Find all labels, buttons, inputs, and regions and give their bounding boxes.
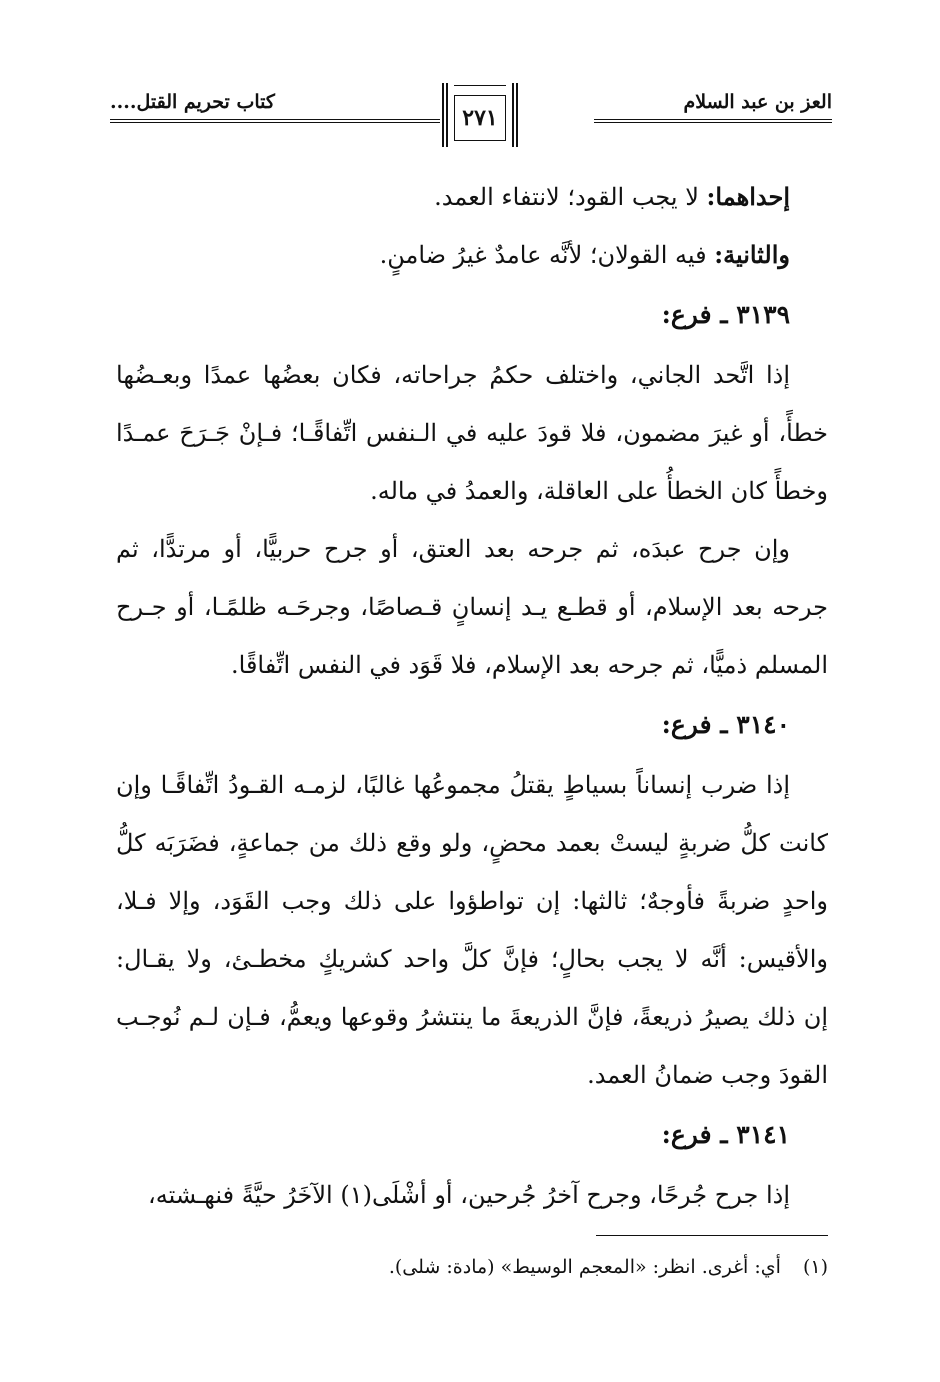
text-line: القودَ وجب ضمانُ العمد. <box>587 1061 828 1089</box>
text-line: وخطأً كان الخطأُ على العاقلة، والعمدُ في ماله. <box>370 477 828 505</box>
paragraph-lead: إحداهما: <box>706 182 790 211</box>
header-rule-left <box>110 119 440 123</box>
page-number: ٢٧١ <box>454 95 506 141</box>
page-number-box <box>442 83 518 147</box>
text-line: جرحه بعد الإسلام، أو قطـع يـد إنسانٍ قـصاصًا، وجرحَـه ظلمًـا، أو جـرح <box>116 593 828 621</box>
footnote-text: أي: أغرى. انظر: «المعجم الوسيط» (مادة: شلى). <box>388 1256 781 1278</box>
paragraph-lead: والثانية: <box>714 240 790 269</box>
section-heading-3139: ٣١٣٩ ـ فرع: <box>661 300 790 329</box>
text-line: إن ذلك يصيرُ ذريعةً، فإنَّ الذريعةَ ما ينتشرُ وقوعها ويعمُّ، فـإن لـم نُوجـب <box>116 1003 828 1031</box>
text-line: واحدٍ ضربةً فأوجهٌ؛ ثالثها: إن تواطؤوا على ذلك وجب القَوَد، وإلا فـلا، <box>116 887 828 915</box>
text-line: إذا جرح جُرحًا، وجرح آخرُ جُرحين، أو أشْلَى(١) الآخَرُ حيَّةً فنهـشته، <box>148 1181 790 1209</box>
text-line: المسلم ذميًّا، ثم جرحه بعد الإسلام، فلا قَوَد في النفس اتِّفاقًا. <box>231 651 828 679</box>
page-number-box-topbar <box>454 85 506 86</box>
section-heading-3141: ٣١٤١ ـ فرع: <box>661 1120 790 1149</box>
paragraph-text: لا يجب القود؛ لانتفاء العمد. <box>434 183 707 211</box>
text-line: إذا اتَّحد الجاني، واختلف حكمُ جراحاته، فكان بعضُها عمدًا وبعـضُها <box>116 361 790 389</box>
header-author: العز بن عبد السلام <box>683 91 832 113</box>
text-line: والأقيس: أنَّه لا يجب بحالٍ؛ فإنَّ كلَّ واحد كشريكٍ مخطـئ، ولا يقـال: <box>116 945 828 973</box>
header-book-title: كتاب تحريم القتل.... <box>110 91 275 113</box>
paragraph-text: فيه القولان؛ لأنَّه عامدٌ غيرُ ضامنٍ. <box>379 241 715 269</box>
text-line: وإن جرح عبدَه، ثم جرحه بعد العتق، أو جرح حربيًّا، أو مرتدًّا، ثم <box>116 535 790 563</box>
paragraph-second-opinion <box>116 226 828 284</box>
paragraph-first-opinion <box>116 168 828 226</box>
text-line: كانت كلُّ ضربةٍ ليستْ بعمد محضٍ، ولو وقع ذلك من جماعةٍ، فضَرَبَه كلُّ <box>116 829 828 857</box>
footnote-number: (١) <box>802 1256 828 1278</box>
text-line: خطأً، أو غيرَ مضمون، فلا قودَ عليه في الـنفس اتِّفاقًـا؛ فـإنْ جَـرَحَ عمـدًا <box>116 419 828 447</box>
header-rule-right <box>594 119 832 123</box>
running-header <box>110 88 832 148</box>
main-text <box>116 168 828 1224</box>
footnote-separator <box>596 1235 828 1236</box>
text-line: إذا ضرب إنساناً بسياطٍ يقتلُ مجموعُها غالبًا، لزمـه القـودُ اتِّفاقًـا وإن <box>116 771 790 799</box>
section-heading-3140: ٣١٤٠ ـ فرع: <box>661 710 790 739</box>
footnote <box>116 1252 828 1282</box>
